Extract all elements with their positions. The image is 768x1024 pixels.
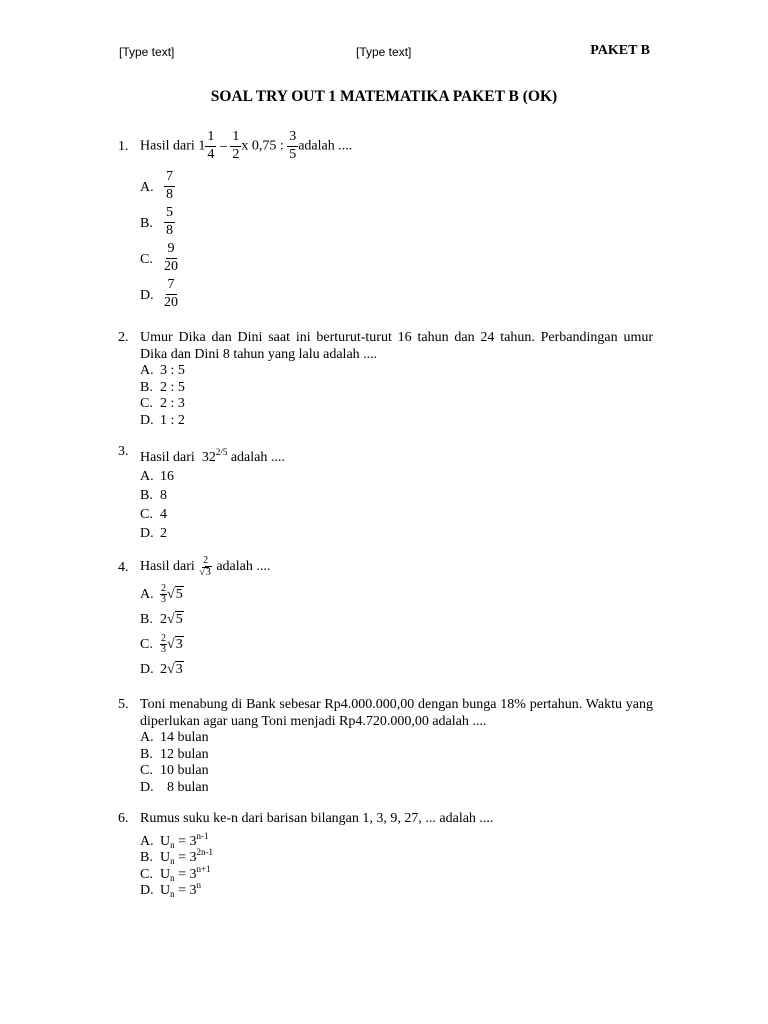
subscript: n bbox=[170, 839, 175, 850]
option-letter: C. bbox=[140, 866, 153, 882]
option-a bbox=[140, 363, 653, 380]
fraction bbox=[205, 130, 216, 162]
question-stem: Toni menabung di Bank sebesar Rp4.000.000,00 dengan bunga 18% pertahun. Waktu yang diperlukan agar uang Toni menjadi Rp4.720.000,00 adalah .... bbox=[140, 697, 653, 729]
option-a bbox=[140, 828, 653, 850]
option-text: 14 bulan bbox=[160, 730, 209, 745]
option-letter: B. bbox=[140, 746, 153, 762]
option-d bbox=[140, 524, 653, 543]
exponent: n bbox=[196, 880, 202, 890]
option-fraction bbox=[162, 242, 180, 274]
fraction bbox=[198, 556, 213, 578]
option-text: 8 bulan bbox=[160, 779, 209, 795]
option-letter: D. bbox=[140, 288, 154, 303]
option-text: 2 bbox=[160, 525, 167, 541]
denominator bbox=[198, 568, 213, 579]
question-number: 3. bbox=[118, 444, 129, 459]
stem-suffix: adalah .... bbox=[227, 450, 285, 465]
question-stem bbox=[140, 130, 653, 162]
exponent: 2n-1 bbox=[196, 847, 214, 857]
option-letter: C. bbox=[140, 506, 153, 522]
option-letter: B. bbox=[140, 612, 153, 627]
option-b bbox=[140, 747, 653, 764]
denominator: 5 bbox=[289, 146, 297, 162]
numerator: 1 bbox=[230, 130, 241, 147]
stem-suffix: adalah .... bbox=[212, 559, 271, 575]
question-stem: Umur Dika dan Dini saat ini berturut-turut 16 tahun dan 24 tahun. Perbandingan umur Dika dan Dini 8 tahun yang lalu adalah .... bbox=[140, 330, 653, 362]
coefficient-fraction bbox=[160, 634, 167, 656]
radical-sign: √ bbox=[199, 566, 205, 578]
option-b bbox=[140, 844, 653, 866]
term-symbol: U bbox=[160, 833, 171, 849]
exponent: 2/5 bbox=[215, 447, 228, 457]
question-stem bbox=[140, 444, 653, 467]
header-left: [Type text] bbox=[119, 45, 175, 59]
option-letter: D. bbox=[140, 883, 154, 898]
option-letter: A. bbox=[140, 468, 154, 484]
option-letter: A. bbox=[140, 363, 154, 378]
exponent: n+1 bbox=[196, 863, 211, 874]
denominator: 8 bbox=[166, 222, 173, 238]
option-letter: D. bbox=[140, 662, 154, 677]
denominator: 3 bbox=[161, 644, 166, 656]
option-d bbox=[140, 780, 653, 797]
header-center: [Type text] bbox=[356, 45, 412, 59]
option-c bbox=[140, 861, 653, 883]
option-d bbox=[140, 658, 653, 682]
question-number: 5. bbox=[118, 697, 129, 712]
question-1 bbox=[118, 129, 653, 310]
fraction bbox=[287, 130, 298, 162]
option-letter: D. bbox=[140, 412, 154, 428]
option-text: 16 bbox=[160, 468, 174, 484]
option-a bbox=[140, 730, 653, 747]
option-fraction bbox=[164, 170, 175, 202]
equals-base: = 3 bbox=[174, 883, 197, 898]
option-letter: D. bbox=[140, 779, 154, 795]
numerator: 7 bbox=[166, 278, 177, 295]
fraction bbox=[230, 130, 241, 162]
denominator: 20 bbox=[164, 258, 178, 274]
option-fraction bbox=[162, 278, 180, 310]
option-b bbox=[140, 486, 653, 505]
equals-base: = 3 bbox=[174, 850, 197, 865]
question-stem bbox=[140, 556, 653, 582]
option-letter: A. bbox=[140, 180, 154, 195]
option-letter: C. bbox=[140, 763, 153, 778]
option-letter: B. bbox=[140, 216, 153, 231]
option-letter: C. bbox=[140, 637, 153, 652]
option-letter: C. bbox=[140, 396, 153, 411]
numerator: 1 bbox=[205, 130, 216, 147]
option-fraction bbox=[164, 206, 175, 238]
denominator: 4 bbox=[207, 146, 215, 162]
option-text: 12 bulan bbox=[160, 746, 209, 762]
option-d bbox=[140, 877, 653, 899]
option-b bbox=[140, 608, 653, 632]
numerator: 2 bbox=[161, 632, 166, 644]
header-right: PAKET B bbox=[590, 43, 650, 58]
option-c bbox=[140, 396, 653, 413]
stem-prefix: Hasil dari bbox=[140, 559, 199, 575]
option-text: 1 : 2 bbox=[160, 412, 185, 428]
sqrt-symbol bbox=[199, 566, 212, 578]
radicand: 5 bbox=[175, 587, 183, 602]
stem-prefix: Hasil dari 32 bbox=[140, 450, 216, 465]
stem-prefix: Hasil dari 1 bbox=[140, 138, 206, 154]
numerator: 9 bbox=[166, 242, 177, 259]
option-letter: A. bbox=[140, 730, 154, 745]
option-a bbox=[140, 582, 653, 608]
option-letter: A. bbox=[140, 833, 154, 849]
option-text: 8 bbox=[160, 487, 167, 503]
numerator: 2 bbox=[161, 582, 166, 594]
option-letter: B. bbox=[140, 487, 153, 503]
numerator: 5 bbox=[164, 206, 175, 223]
option-letter: C. bbox=[140, 252, 153, 267]
denominator: 3 bbox=[161, 594, 166, 606]
term-symbol: U bbox=[160, 883, 171, 898]
question-5 bbox=[118, 697, 653, 796]
option-c bbox=[140, 505, 653, 524]
question-3 bbox=[118, 444, 653, 543]
option-letter: B. bbox=[140, 850, 153, 865]
denominator: 8 bbox=[166, 186, 173, 202]
radicand: 3 bbox=[175, 637, 183, 652]
option-letter: A. bbox=[140, 587, 154, 602]
numerator: 2 bbox=[203, 555, 209, 566]
option-letter: B. bbox=[140, 379, 153, 395]
option-text: 10 bulan bbox=[160, 763, 209, 778]
numerator: 3 bbox=[287, 130, 298, 147]
equals-base: = 3 bbox=[174, 833, 197, 849]
exponent: n-1 bbox=[196, 830, 209, 841]
option-text: 3 : 5 bbox=[160, 363, 185, 378]
denominator: 20 bbox=[164, 294, 178, 310]
numerator: 7 bbox=[164, 170, 175, 187]
question-6 bbox=[118, 811, 653, 899]
term-symbol: U bbox=[160, 866, 171, 882]
radicand: 5 bbox=[175, 612, 183, 627]
sqrt-symbol: √5 bbox=[167, 587, 183, 602]
question-stem: Rumus suku ke-n dari barisan bilangan 1, 3, 9, 27, ... adalah .... bbox=[140, 811, 494, 826]
radicand: 3 bbox=[205, 566, 211, 578]
subscript: n bbox=[170, 889, 175, 899]
question-number: 4. bbox=[118, 560, 129, 575]
option-d bbox=[140, 413, 653, 430]
subscript: n bbox=[170, 872, 175, 883]
option-a bbox=[140, 467, 653, 486]
question-2 bbox=[118, 330, 653, 429]
question-number: 2. bbox=[118, 330, 129, 345]
stem-suffix: adalah .... bbox=[298, 138, 353, 154]
option-text: 4 bbox=[160, 506, 167, 522]
option-text: 2 : 3 bbox=[160, 396, 185, 411]
sqrt-symbol: √5 bbox=[167, 612, 183, 627]
option-c bbox=[140, 763, 653, 780]
denominator: 2 bbox=[232, 146, 240, 162]
subscript: n bbox=[170, 856, 175, 866]
sqrt-symbol: √3 bbox=[167, 637, 183, 652]
stem-middle: x 0,75 : bbox=[241, 138, 284, 154]
question-4 bbox=[118, 556, 653, 682]
radicand: 3 bbox=[175, 662, 183, 677]
question-number: 6. bbox=[118, 811, 129, 826]
option-letter: D. bbox=[140, 525, 154, 541]
minus-sign: – bbox=[219, 138, 227, 154]
coefficient-fraction bbox=[160, 584, 167, 606]
option-text: 2 : 5 bbox=[160, 379, 185, 395]
coefficient: 2 bbox=[160, 612, 167, 627]
page-title: SOAL TRY OUT 1 MATEMATIKA PAKET B (OK) bbox=[210, 88, 558, 105]
equals-base: = 3 bbox=[174, 866, 197, 882]
option-b bbox=[140, 380, 653, 397]
sqrt-symbol: √3 bbox=[167, 662, 183, 677]
option-c bbox=[140, 632, 653, 658]
question-number: 1. bbox=[118, 139, 129, 154]
term-symbol: U bbox=[160, 850, 171, 865]
coefficient: 2 bbox=[160, 662, 167, 677]
